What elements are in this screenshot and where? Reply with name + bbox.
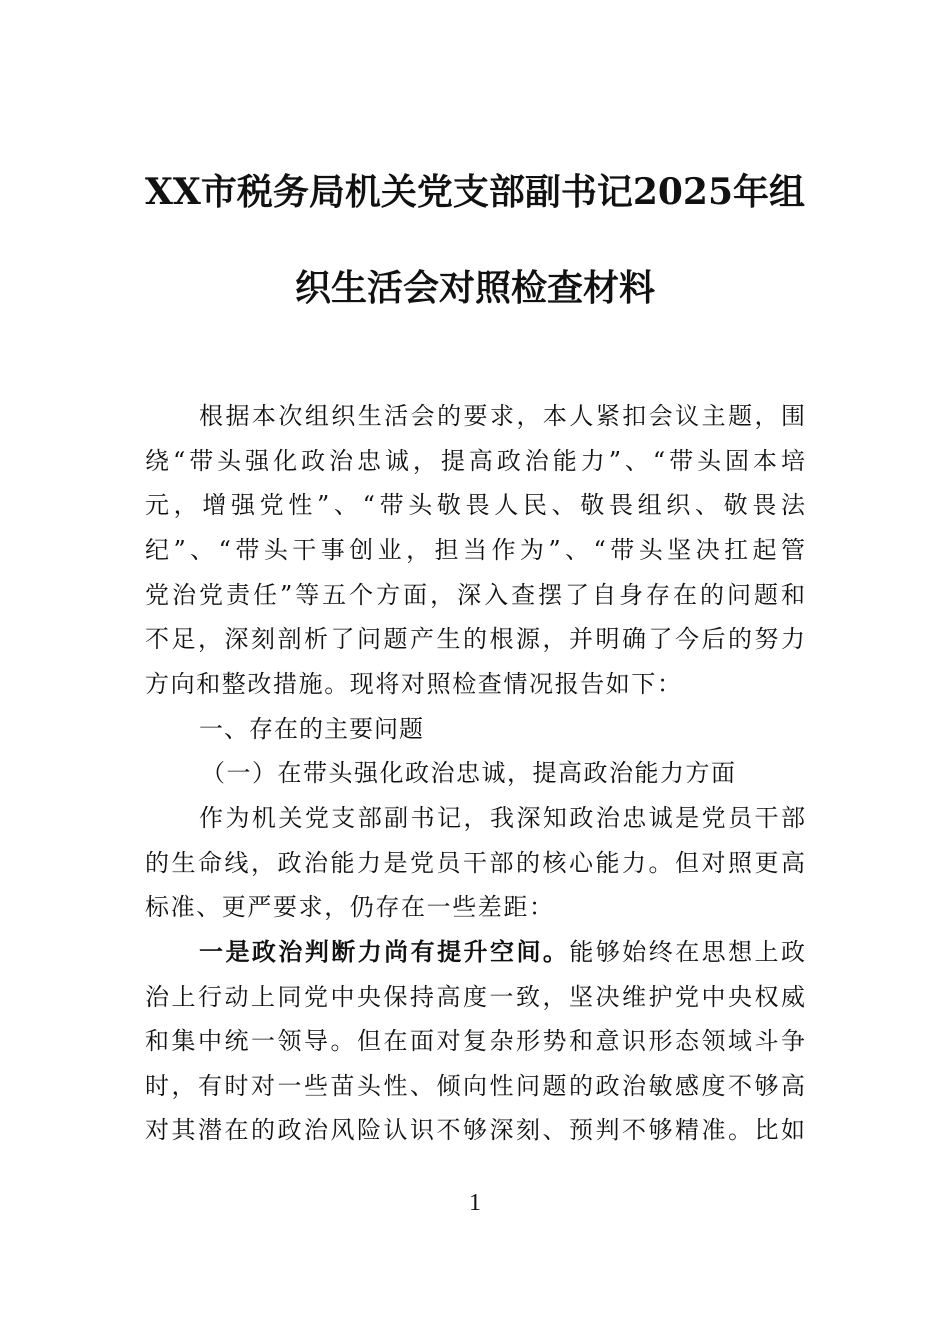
document-title-line-2: 织生活会对照检查材料 bbox=[294, 267, 655, 309]
point-line bbox=[199, 937, 805, 967]
intro-line: 方向和整改措施。现将对照检查情况报告如下： bbox=[145, 670, 683, 698]
page-number: 1 bbox=[469, 1190, 481, 1216]
point-lead: 一是政治判断力尚有提升空间。 bbox=[199, 938, 570, 966]
paragraph-line: 作为机关党支部副书记，我深知政治忠诚是党员干部 bbox=[199, 804, 805, 832]
intro-line: 根据本次组织生活会的要求，本人紧扣会议主题，围 bbox=[199, 402, 805, 430]
intro-line: 元，增强党性”、“带头敬畏人民、敬畏组织、敬畏法 bbox=[145, 491, 805, 519]
document-title-line-1: XX市税务局机关党支部副书记2025年组 bbox=[144, 171, 806, 213]
point-line: 和集中统一领导。但在面对复杂形势和意识形态领域斗争 bbox=[145, 1027, 805, 1055]
intro-line: 不足，深刻剖析了问题产生的根源，并明确了今后的努力 bbox=[145, 625, 805, 653]
intro-line: 绕“带头强化政治忠诚，提高政治能力”、“带头固本培 bbox=[145, 447, 805, 475]
subsection-heading: （一）在带头强化政治忠诚，提高政治能力方面 bbox=[201, 759, 737, 787]
intro-line: 纪”、“带头干事创业，担当作为”、“带头坚决扛起管 bbox=[145, 536, 805, 564]
point-text: 能够始终在思想上政 bbox=[569, 938, 806, 966]
section-heading: 一、存在的主要问题 bbox=[199, 715, 424, 743]
intro-line: 党治党责任”等五个方面，深入查摆了自身存在的问题和 bbox=[145, 581, 805, 609]
point-line: 治上行动上同党中央保持高度一致，坚决维护党中央权威 bbox=[145, 983, 805, 1011]
point-line: 时，有时对一些苗头性、倾向性问题的政治敏感度不够高 bbox=[145, 1072, 805, 1100]
paragraph-line: 标准、更严要求，仍存在一些差距： bbox=[145, 893, 555, 921]
paragraph-line: 的生命线，政治能力是党员干部的核心能力。但对照更高 bbox=[145, 849, 805, 877]
point-line: 对其潜在的政治风险认识不够深刻、预判不够精准。比如 bbox=[145, 1116, 805, 1144]
